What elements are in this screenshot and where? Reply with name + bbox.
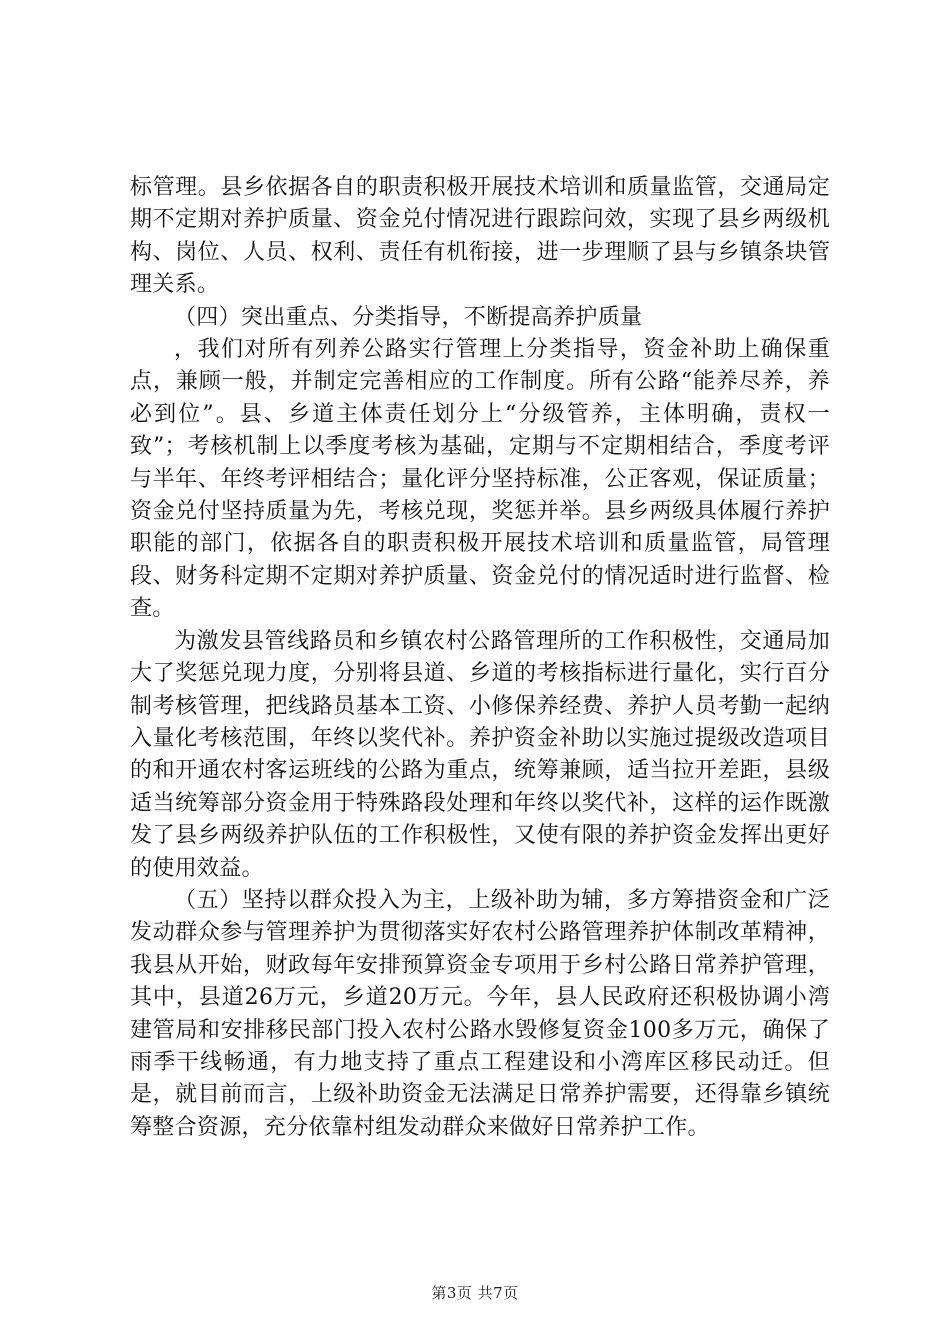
section-heading-four: （四）突出重点、分类指导，不断提高养护质量: [174, 304, 643, 330]
paragraph-section-five: （五）坚持以群众投入为主，上级补助为辅，多方筹措资金和广泛发动群众参与管理养护为贯彻落实好农村公路管理养护体制改革精神，我县从开始，财政每年安排预算资金专项用于乡村公路日常养护管理，其中，县道26万元，乡道20万元。今年，县人民政府还积极协调小湾建管局和安排移民部门投入农村公路水毁修复资金100多万元，确保了雨季干线畅通，有力地支持了重点工程建设和小湾库区移民动迁。但是，就目前而言，上级补助资金无法满足日常养护需要，还得靠乡镇统筹整合资源，充分依靠村组发动群众来做好日常养护工作。: [130, 887, 830, 1140]
paragraph-classified-guidance: ，我们对所有列养公路实行管理上分类指导，资金补助上确保重点，兼顾一般，并制定完善相应的工作制度。所有公路“能养尽养，养必到位”。县、乡道主体责任划分上“分级管养，主体明确，责权一致”；考核机制上以季度考核为基础，定期与不定期相结合，季度考评与半年、年终考评相结合；量化评分坚持标准，公正客观，保证质量；资金兑付坚持质量为先，考核兑现，奖惩并举。县乡两级具体履行养护职能的部门，依据各自的职责积极开展技术培训和质量监管，局管理段、财务科定期不定期对养护质量、资金兑付的情况适时进行监督、检查。: [130, 337, 830, 622]
paragraph-continuation: 标管理。县乡依据各自的职责积极开展技术培训和质量监管，交通局定期不定期对养护质量、资金兑付情况进行跟踪问效，实现了县乡两级机构、岗位、人员、权利、责任有机衔接，进一步理顺了县与乡镇条块管理关系。: [130, 175, 830, 298]
page-number-footer: 第3页 共7页: [431, 1284, 519, 1302]
paragraph-incentives: 为激发县管线路员和乡镇农村公路管理所的工作积极性，交通局加大了奖惩兑现力度，分别将县道、乡道的考核指标进行量化，实行百分制考核管理，把线路员基本工资、小修保养经费、养护人员考勤一起纳入量化考核范围，年终以奖代补。养护资金补助以实施过提级改造项目的和开通农村客运班线的公路为重点，统筹兼顾，适当拉开差距，县级适当统筹部分资金用于特殊路段处理和年终以奖代补，这样的运作既激发了县乡两级养护队伍的工作积极性，又使有限的养护资金发挥出更好的使用效益。: [130, 628, 830, 881]
document-body: [130, 172, 830, 1144]
